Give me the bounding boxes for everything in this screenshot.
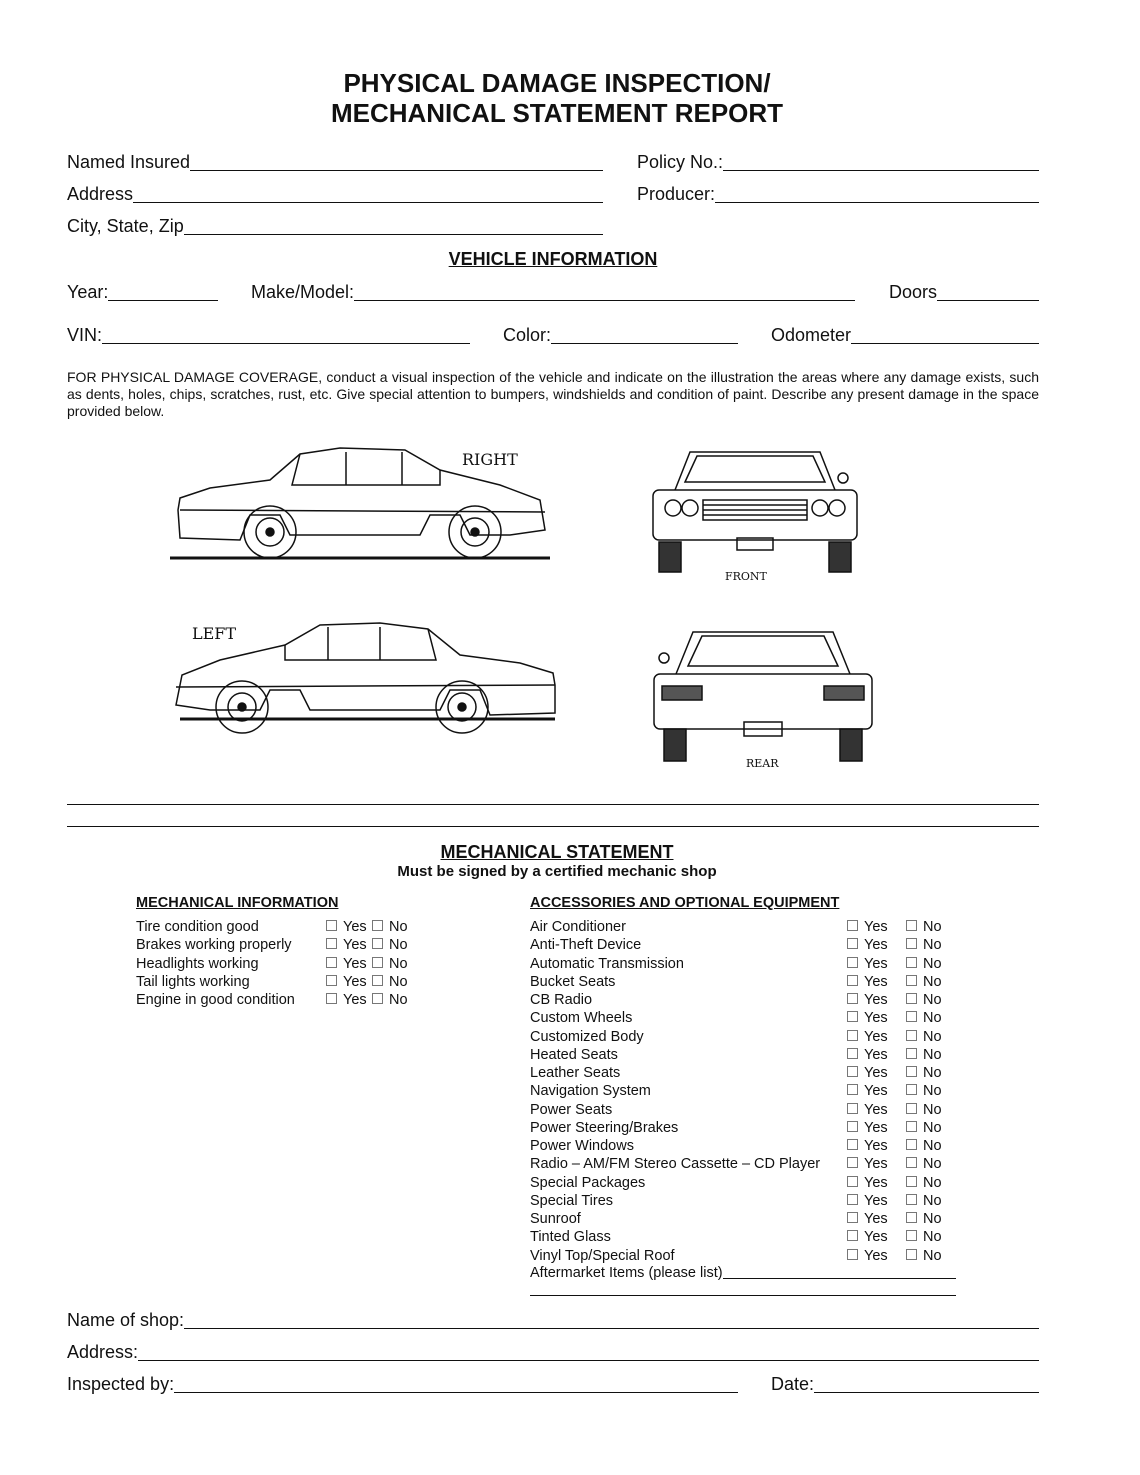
checklist-item-label: Custom Wheels xyxy=(530,1010,633,1027)
yes-checkbox[interactable] xyxy=(847,1247,888,1265)
yes-checkbox[interactable] xyxy=(326,936,367,954)
checklist-row xyxy=(136,973,576,991)
named-insured-field[interactable] xyxy=(67,151,603,173)
no-checkbox[interactable] xyxy=(906,1174,942,1192)
checklist-row xyxy=(530,1137,970,1155)
car-right-side-diagram[interactable] xyxy=(170,440,550,565)
checklist-item-label: Tire condition good xyxy=(136,919,259,935)
yes-label: Yes xyxy=(864,1083,888,1100)
yes-checkbox[interactable] xyxy=(326,955,367,973)
checklist-row xyxy=(530,1210,970,1228)
checklist-row xyxy=(530,991,970,1009)
aftermarket-items-field[interactable] xyxy=(530,1263,956,1281)
no-checkbox[interactable] xyxy=(906,1028,942,1046)
odometer-label: Odometer xyxy=(771,325,852,345)
producer-label: Producer: xyxy=(637,184,716,204)
yes-checkbox[interactable] xyxy=(847,1028,888,1046)
no-checkbox[interactable] xyxy=(906,1228,942,1246)
no-label: No xyxy=(923,1211,942,1227)
checklist-item-label: Brakes working properly xyxy=(136,937,292,954)
odometer-field[interactable] xyxy=(771,324,1039,346)
no-label: No xyxy=(923,1010,942,1027)
no-label: No xyxy=(923,1192,942,1209)
damage-description-line-1[interactable] xyxy=(67,804,1039,805)
no-checkbox[interactable] xyxy=(906,1210,942,1228)
yes-checkbox[interactable] xyxy=(326,991,367,1009)
yes-checkbox[interactable] xyxy=(326,918,367,936)
checklist-row xyxy=(136,918,576,936)
shop-address-label: Address: xyxy=(67,1342,139,1362)
checklist-item-label: Sunroof xyxy=(530,1211,581,1227)
no-label: No xyxy=(923,937,942,954)
no-label: No xyxy=(923,1119,942,1136)
yes-checkbox[interactable] xyxy=(847,1082,888,1100)
yes-checkbox[interactable] xyxy=(326,973,367,991)
yes-label: Yes xyxy=(864,1174,888,1191)
aftermarket-items-label: Aftermarket Items (please list) xyxy=(530,1265,723,1281)
no-checkbox[interactable] xyxy=(906,918,942,936)
checklist-row xyxy=(530,1009,970,1027)
yes-checkbox[interactable] xyxy=(847,991,888,1009)
checklist-item-label: Heated Seats xyxy=(530,1046,618,1063)
doors-field[interactable] xyxy=(889,281,1039,303)
no-checkbox[interactable] xyxy=(906,1101,942,1119)
no-label: No xyxy=(923,919,942,935)
city-state-zip-label: City, State, Zip xyxy=(67,216,184,236)
checklist-row xyxy=(530,955,970,973)
left-diagram-label: LEFT xyxy=(192,624,237,643)
checklist-item-label: Air Conditioner xyxy=(530,919,626,935)
right-diagram-label: RIGHT xyxy=(462,450,518,469)
shop-name-label: Name of shop: xyxy=(67,1310,185,1330)
yes-label: Yes xyxy=(864,1247,888,1264)
checklist-item-label: Customized Body xyxy=(530,1028,644,1045)
checklist-item-label: Automatic Transmission xyxy=(530,955,684,972)
checklist-row xyxy=(530,1228,970,1246)
checklist-row xyxy=(530,1192,970,1210)
checklist-row xyxy=(136,936,576,954)
no-label: No xyxy=(923,1138,942,1154)
checklist-row xyxy=(530,936,970,954)
page-title-line2: MECHANICAL STATEMENT REPORT xyxy=(330,98,784,128)
no-checkbox[interactable] xyxy=(906,973,942,991)
shop-name-field[interactable] xyxy=(67,1309,1039,1331)
yes-label: Yes xyxy=(343,919,367,935)
policy-number-label: Policy No.: xyxy=(637,152,724,172)
checklist-item-label: Navigation System xyxy=(530,1083,651,1100)
checklist-item-label: Tinted Glass xyxy=(530,1229,611,1246)
checklist-item-label: Leather Seats xyxy=(530,1065,621,1081)
no-checkbox[interactable] xyxy=(906,991,942,1009)
checklist-item-label: Radio – AM/FM Stereo Cassette – CD Player xyxy=(530,1156,821,1173)
no-checkbox[interactable] xyxy=(372,918,408,936)
make-model-label: Make/Model: xyxy=(251,282,355,302)
checklist-item-label: Power Steering/Brakes xyxy=(530,1119,679,1136)
make-model-field[interactable] xyxy=(251,281,855,303)
inspected-by-field[interactable] xyxy=(67,1373,738,1395)
yes-checkbox[interactable] xyxy=(847,955,888,973)
no-checkbox[interactable] xyxy=(372,973,408,991)
no-label: No xyxy=(923,1065,942,1081)
mechanical-information-heading: MECHANICAL INFORMATION xyxy=(136,895,339,911)
color-label: Color: xyxy=(503,325,552,345)
yes-label: Yes xyxy=(864,1010,888,1027)
producer-field[interactable] xyxy=(637,183,1039,205)
year-field[interactable] xyxy=(67,281,218,303)
checklist-row xyxy=(530,973,970,991)
named-insured-label: Named Insured xyxy=(67,152,191,172)
no-label: No xyxy=(389,955,408,972)
checklist-item-label: Power Seats xyxy=(530,1101,613,1118)
no-checkbox[interactable] xyxy=(906,1009,942,1027)
yes-label: Yes xyxy=(864,1119,888,1136)
vin-field[interactable] xyxy=(67,324,470,346)
yes-checkbox[interactable] xyxy=(847,918,888,936)
checklist-row xyxy=(530,1046,970,1064)
checklist-row xyxy=(530,1119,970,1137)
checklist-item-label: Headlights working xyxy=(136,955,259,972)
no-checkbox[interactable] xyxy=(906,955,942,973)
no-label: No xyxy=(389,937,408,954)
mechanical-statement-subheading: Must be signed by a certified mechanic shop xyxy=(397,863,717,880)
no-label: No xyxy=(923,1247,942,1264)
mechanical-statement-heading: MECHANICAL STATEMENT xyxy=(440,842,674,862)
checklist-row xyxy=(530,1082,970,1100)
address-field[interactable] xyxy=(67,183,603,205)
no-checkbox[interactable] xyxy=(372,955,408,973)
car-left-side-diagram[interactable] xyxy=(170,615,565,740)
page-title-line1: PHYSICAL DAMAGE INSPECTION/ xyxy=(343,68,771,98)
checklist-row xyxy=(530,918,970,936)
checklist-item-label: Engine in good condition xyxy=(136,992,295,1009)
no-checkbox[interactable] xyxy=(372,936,408,954)
yes-label: Yes xyxy=(864,955,888,972)
yes-checkbox[interactable] xyxy=(847,1192,888,1210)
checklist-item-label: Power Windows xyxy=(530,1138,634,1154)
checklist-item-label: Tail lights working xyxy=(136,973,250,990)
yes-label: Yes xyxy=(343,937,367,954)
yes-label: Yes xyxy=(864,919,888,935)
checklist-row xyxy=(530,1155,970,1173)
checklist-item-label: Special Tires xyxy=(530,1192,614,1209)
no-checkbox[interactable] xyxy=(906,1155,942,1173)
yes-checkbox[interactable] xyxy=(847,973,888,991)
yes-checkbox[interactable] xyxy=(847,1137,888,1155)
yes-label: Yes xyxy=(864,1028,888,1045)
yes-label: Yes xyxy=(343,973,367,990)
checklist-row xyxy=(530,1028,970,1046)
no-label: No xyxy=(923,1229,942,1246)
yes-checkbox[interactable] xyxy=(847,1119,888,1137)
front-diagram-label: FRONT xyxy=(725,570,767,583)
no-label: No xyxy=(923,1028,942,1045)
car-front-diagram[interactable] xyxy=(645,442,865,587)
yes-label: Yes xyxy=(864,1046,888,1063)
no-checkbox[interactable] xyxy=(906,1082,942,1100)
yes-label: Yes xyxy=(864,1192,888,1209)
no-checkbox[interactable] xyxy=(906,1192,942,1210)
yes-checkbox[interactable] xyxy=(847,1210,888,1228)
yes-checkbox[interactable] xyxy=(847,1101,888,1119)
yes-label: Yes xyxy=(864,973,888,990)
yes-label: Yes xyxy=(864,1065,888,1081)
yes-label: Yes xyxy=(864,1138,888,1154)
checklist-item-label: Special Packages xyxy=(530,1174,646,1191)
rear-diagram-label: REAR xyxy=(746,757,779,770)
no-checkbox[interactable] xyxy=(906,1247,942,1265)
yes-label: Yes xyxy=(864,1101,888,1118)
date-label: Date: xyxy=(771,1374,815,1394)
yes-checkbox[interactable] xyxy=(847,1064,888,1082)
checklist-row xyxy=(136,955,576,973)
no-label: No xyxy=(389,992,408,1009)
no-checkbox[interactable] xyxy=(906,1046,942,1064)
policy-number-field[interactable] xyxy=(637,151,1039,173)
checklist-row xyxy=(530,1101,970,1119)
no-label: No xyxy=(389,973,408,990)
checklist-item-label: Anti-Theft Device xyxy=(530,937,642,954)
yes-label: Yes xyxy=(864,937,888,954)
no-label: No xyxy=(923,1046,942,1063)
inspection-instructions: FOR PHYSICAL DAMAGE COVERAGE, conduct a visual inspection of the vehicle and indicate on the illustration the areas where any damage exists, such as dents, holes, chips, scratches, rust, etc. Give special attention to bumpers, windshields and condition of paint. Describe any present damage in the space provided below. xyxy=(67,369,1039,419)
checklist-item-label: Bucket Seats xyxy=(530,973,616,990)
yes-checkbox[interactable] xyxy=(847,1174,888,1192)
yes-checkbox[interactable] xyxy=(847,1228,888,1246)
vehicle-information-heading: VEHICLE INFORMATION xyxy=(448,249,658,269)
inspected-by-label: Inspected by: xyxy=(67,1374,175,1394)
no-label: No xyxy=(923,1083,942,1100)
checklist-row xyxy=(530,1174,970,1192)
yes-checkbox[interactable] xyxy=(847,1046,888,1064)
checklist-row xyxy=(530,1247,970,1265)
damage-description-line-2[interactable] xyxy=(67,826,1039,827)
car-rear-diagram[interactable] xyxy=(648,624,878,772)
address-label: Address xyxy=(67,184,134,204)
checklist-row xyxy=(136,991,576,1009)
checklist-row xyxy=(530,1064,970,1082)
no-label: No xyxy=(923,1174,942,1191)
yes-label: Yes xyxy=(343,992,367,1009)
vin-label: VIN: xyxy=(67,325,103,345)
yes-checkbox[interactable] xyxy=(847,1009,888,1027)
no-checkbox[interactable] xyxy=(906,1064,942,1082)
doors-label: Doors xyxy=(889,282,938,302)
aftermarket-items-line-2[interactable] xyxy=(530,1295,956,1296)
color-field[interactable] xyxy=(503,324,738,346)
no-label: No xyxy=(923,1156,942,1173)
no-label: No xyxy=(923,992,942,1008)
yes-label: Yes xyxy=(864,1229,888,1246)
yes-label: Yes xyxy=(864,1211,888,1227)
yes-checkbox[interactable] xyxy=(847,936,888,954)
accessories-heading: ACCESSORIES AND OPTIONAL EQUIPMENT xyxy=(530,895,840,911)
checklist-item-label: CB Radio xyxy=(530,992,593,1008)
no-label: No xyxy=(389,919,408,935)
checklist-item-label: Vinyl Top/Special Roof xyxy=(530,1247,675,1264)
yes-label: Yes xyxy=(864,1156,888,1173)
no-checkbox[interactable] xyxy=(372,991,408,1009)
no-checkbox[interactable] xyxy=(906,1119,942,1137)
date-field[interactable] xyxy=(771,1373,1039,1395)
no-label: No xyxy=(923,973,942,990)
no-label: No xyxy=(923,1101,942,1118)
yes-label: Yes xyxy=(864,992,888,1008)
year-label: Year: xyxy=(67,282,109,302)
no-checkbox[interactable] xyxy=(906,1137,942,1155)
yes-checkbox[interactable] xyxy=(847,1155,888,1173)
shop-address-field[interactable] xyxy=(67,1341,1039,1363)
no-checkbox[interactable] xyxy=(906,936,942,954)
yes-label: Yes xyxy=(343,955,367,972)
no-label: No xyxy=(923,955,942,972)
city-state-zip-field[interactable] xyxy=(67,215,603,237)
